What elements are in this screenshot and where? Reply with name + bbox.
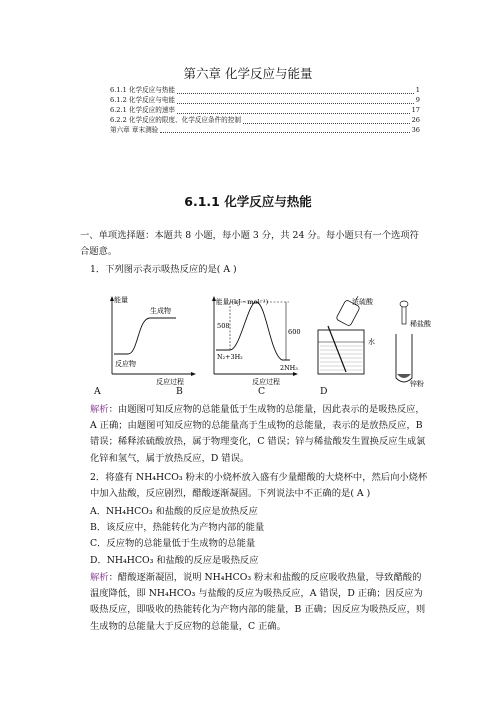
toc-entry-page: 36 [411, 125, 420, 134]
figure-d-label: 稀盐酸 [410, 320, 431, 328]
question-1-stem: 1．下列图示表示吸热反应的是( A ) [90, 264, 237, 275]
analysis-tag: 解析 [90, 404, 109, 415]
figure-a-energy-diagram [110, 295, 196, 386]
figure-a-product: 生成物 [150, 307, 171, 315]
analysis-text: ：醋酸逐渐凝固，说明 NH₄HCO₃ 粉末和盐酸的反应吸收热量，导致醋酸的温度降低，即 NH₄HCO₃ 与盐酸的反应为吸热反应，A 错误，D 正确；因反应为吸热反应，即吸收的热能转化为产物内部的能量，B 正确；因反应为吸热反应，则生成物的总能量大于反应物的总能量，C 正确。 [90, 572, 426, 632]
toc-entry-label: 6.1.1 化学反应与热能 [110, 85, 176, 94]
section-intro [80, 228, 420, 260]
table-of-contents [110, 86, 420, 135]
figure-a-xlabel: 反应过程 [156, 378, 184, 386]
figure-b-xlabel: 反应过程 [252, 378, 280, 386]
question-1-figures [106, 296, 431, 388]
figure-b-value-508: 508 [217, 322, 230, 330]
toc-entry[interactable] [110, 86, 420, 96]
figure-b-ylabel: 能量/(kJ・mol⁻¹) [216, 298, 269, 306]
toc-entry[interactable] [110, 126, 420, 136]
figure-b-product: 2NH₃ [280, 364, 298, 372]
toc-entry-page: 9 [415, 95, 420, 104]
figure-label-d: D [320, 386, 328, 397]
toc-entry-label: 6.2.1 化学反应的速率 [110, 105, 176, 114]
toc-entry-page: 17 [411, 105, 420, 114]
toc-entry[interactable] [110, 116, 420, 126]
figure-label-a: A [94, 386, 101, 397]
analysis-tag: 解析 [90, 572, 109, 583]
figure-c-water: 水 [368, 338, 375, 346]
figure-a-reactant: 反应物 [115, 360, 136, 368]
intro-text: 一、单项选择题：本题共 8 小题，每小题 3 分，共 24 分。每小题只有一个选项符合题意。 [80, 230, 419, 258]
section-title: 6.1.1 化学反应与热能 [184, 194, 312, 209]
question-2-stem: 2．将盛有 NH₄HCO₃ 粉末的小烧杯放入盛有少量醋酸的大烧杯中，然后向小烧杯中加入盐酸，反应剧烈，醋酸逐渐凝固。下列说法中不正确的是( A ) [90, 472, 428, 500]
option-a: A．NH₄HCO₃ 和盐酸的反应是放热反应 [90, 506, 258, 517]
figure-d-test-tube [396, 301, 432, 388]
toc-entry-label: 6.2.2 化学反应的限度、化学反应条件的控制 [110, 115, 241, 124]
chapter-title: 第六章 化学反应与能量 [183, 66, 313, 81]
question-2-options [80, 504, 430, 569]
toc-entry[interactable] [110, 106, 420, 116]
option-b: B．该反应中，热能转化为产物内部的能量 [90, 522, 265, 534]
figure-b-energy-diagram [212, 296, 301, 386]
figure-label-b: B [176, 386, 183, 397]
figure-b-value-600: 600 [288, 328, 301, 336]
figure-d-zinc: 锌粉 [410, 380, 424, 388]
question-1-analysis [80, 402, 430, 467]
toc-entry-page: 26 [411, 115, 420, 124]
option-d: D．NH₄HCO₃ 和盐酸的反应是吸热反应 [90, 554, 259, 566]
figure-a-ylabel: 能量 [114, 296, 128, 304]
toc-entry[interactable] [110, 96, 420, 106]
figure-label-c: C [258, 386, 266, 397]
option-c: C．反应物的总能量低于生成物的总能量 [90, 538, 256, 550]
analysis-text: ：由题图可知反应物的总能量低于生成物的总能量，因此表示的是吸热反应，A 正确；由题图可知反应物的总能量高于生成物的总能量，表示的是放热反应，B 错误；稀释浓硫酸放热，属于物理变化，C 错误；锌与稀盐酸发生置换反应生成氯化锌和氢气，属于放热反应，D 错误。 [90, 404, 426, 464]
toc-entry-page: 1 [415, 85, 420, 94]
figure-b-reactant: N₂+3H₂ [217, 353, 243, 361]
figure-c-beaker-dilution [318, 296, 375, 374]
toc-entry-label: 第六章 章末测验 [110, 125, 159, 134]
question-2-analysis [80, 570, 430, 635]
toc-entry-label: 6.1.2 化学反应与电能 [110, 95, 176, 104]
figure-c-label: 浓硫酸 [352, 298, 373, 306]
